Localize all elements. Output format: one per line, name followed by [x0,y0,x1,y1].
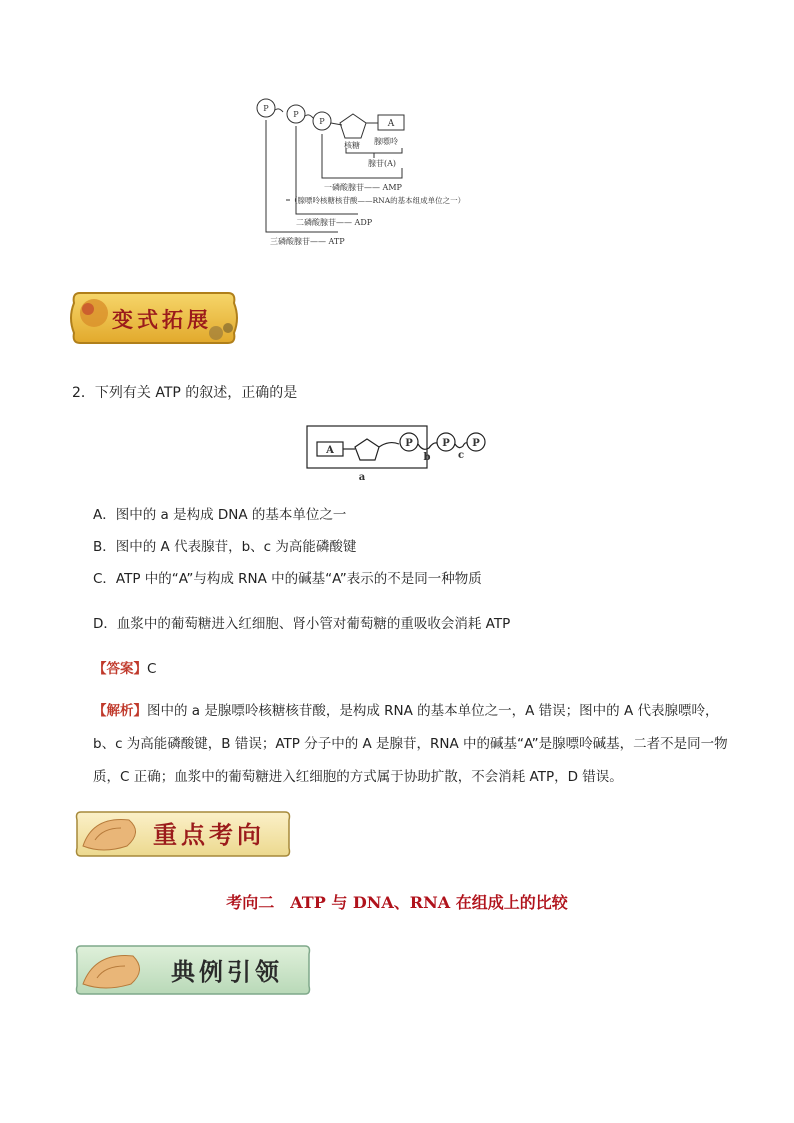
badge-variant-expansion [66,283,242,353]
option-b: B．图中的 A 代表腺苷，b、c 为高能磷酸键 [93,539,357,555]
phosphate-alpha: P [405,438,413,449]
badge-typical-example [73,940,313,1000]
badge-example-text: 典例引领 [171,957,283,986]
option-a: A．图中的 a 是构成 DNA 的基本单位之一 [93,507,347,523]
answer-tag: 【答案】 [93,661,147,677]
explanation [93,695,733,794]
answer-line [93,657,156,677]
phosphate-2: P [293,110,299,119]
option-d: D．血浆中的葡萄糖进入红细胞、肾小管对葡萄糖的重吸收会消耗 ATP [93,616,511,632]
badge-focus-text: 重点考向 [153,820,265,849]
adenosine-label: 腺苷(A) [368,159,397,168]
adp-label: 二磷酸腺苷—— ADP [296,218,373,227]
phosphate-1: P [263,104,269,113]
explanation-tag: 【解析】 [93,703,147,719]
a-box-label: A [326,445,334,456]
adenine-label: 腺嘌呤 [374,137,398,146]
part-a-label: a [358,472,366,483]
amp-note: （腺嘌呤核糖核苷酸——RNA的基本组成单位之一） [290,196,466,205]
question-stem: 2．下列有关 ATP 的叙述，正确的是 [72,385,298,401]
atp-question-diagram [305,422,495,484]
bond-b-label: b [423,452,431,463]
badge-variant-text: 变式拓展 [112,307,212,332]
phosphate-beta: P [442,438,450,449]
badge-key-direction [73,806,293,862]
atp-structure-diagram [250,96,550,256]
option-c: C．ATP 中的“A”与构成 RNA 中的碱基“A”表示的不是同一种物质 [93,571,482,587]
adenine-box-label: A [387,119,395,129]
bond-c-label: c [457,450,465,461]
phosphate-3: P [319,117,325,126]
explanation-text: 图中的 a 是腺嘌呤核糖核苷酸，是构成 RNA 的基本单位之一，A 错误；图中的 A 代表腺嘌呤，b、c 为高能磷酸键，B 错误；ATP 分子中的 A 是腺苷，RNA 中的碱基“A”是腺嘌呤碱基，二者不是同一物质，C 正确；血浆中的葡萄糖进入红细胞的方式属于协助扩散，不会消耗 ATP，D 错误。 [93,703,728,785]
phosphate-gamma: P [472,438,480,449]
amp-label: 一磷酸腺苷—— AMP [324,183,402,192]
section-title: 考向二 ATP 与 DNA、RNA 在组成上的比较 [226,893,568,912]
answer-value: C [147,661,157,677]
ribose-label: 核糖 [344,141,360,150]
atp-label: 三磷酸腺苷—— ATP [270,237,345,246]
